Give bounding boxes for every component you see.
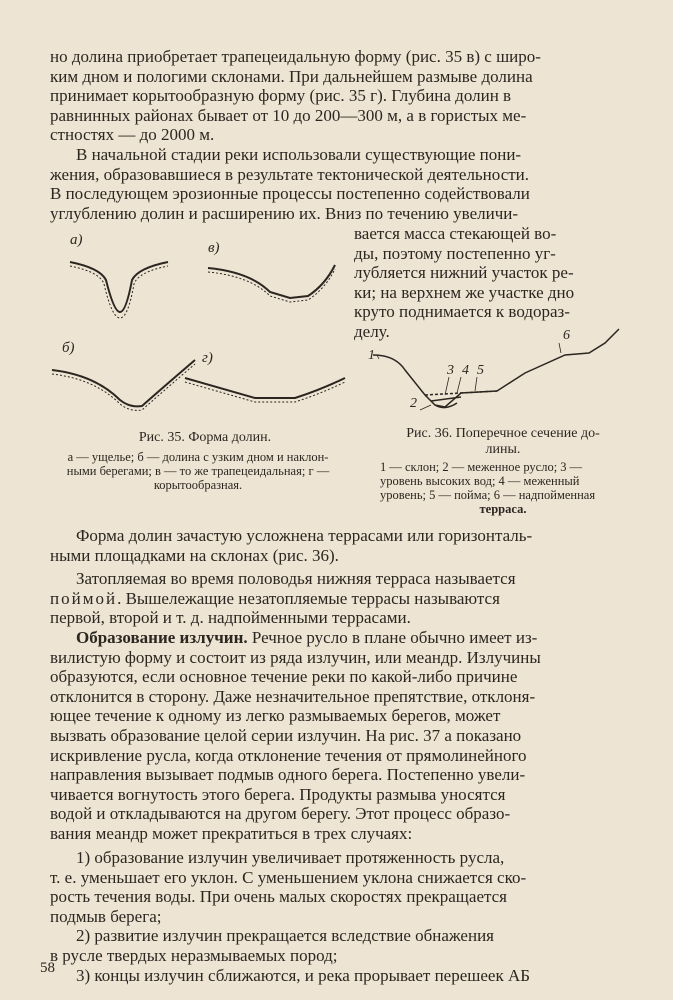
text-line: В начальной стадии реки использовали существующие пони- [76,145,522,164]
numbered-list [50,848,626,985]
flood-level-line [425,391,497,395]
caption-line: лины. [485,442,521,457]
legend-line: корытообразная. [153,478,243,492]
text-line: ды, поэтому постепенно уг- [354,243,556,263]
trough-valley-profile [185,378,345,398]
caption-line: Рис. 36. Поперечное сечение до- [406,426,600,441]
fig36-label-1: 1 [368,348,375,363]
fig35-label-v: в) [208,240,220,256]
paragraph-initial-stage [50,145,626,223]
text-line: ющее течение к одному из легко размываемых берегов, может [50,706,501,726]
text-line: вилистую форму и состоит из ряда излучин, или меандр. Излучины [50,647,541,667]
text-line: делу. [354,321,390,341]
legend-line: а — ущелье; б — долина с узким дном и наклон- [67,450,329,464]
text-line: ки; на верхнем же участке дно [354,282,575,302]
paragraph-valley-shapes [50,47,626,145]
legend-line: уровень высоких вод; 4 — меженный [380,474,580,488]
text-line: В последующем эрозионные процессы постепенно содействовали [50,184,530,204]
paragraph-meanders [50,628,626,844]
text-line: водой и откладываются на другом берегу. Этот процесс образо- [50,804,511,824]
fig35-legend [48,450,348,492]
text-line: углублению долин и расширению их. Вниз по течению увеличи- [50,203,519,223]
legend-line: уровень; 5 — пойма; 6 — надпойменная [380,488,596,502]
term-floodplain: поймой [50,588,118,608]
list-item-line: т. е. уменьшает его уклон. С уменьшением уклона снижается ско- [50,867,527,887]
list-item-line: 3) концы излучин сближаются, и река прорывает перешеек АБ [76,965,530,985]
fig36-label-5: 5 [477,363,484,378]
legend-line: 1 — склон; 2 — меженное русло; 3 — [380,460,583,474]
narrow-floor-valley-profile [52,360,195,406]
fig35-label-g: г) [202,350,213,366]
paragraph-wrap-right [354,224,626,342]
fig36-label-2: 2 [410,396,417,411]
text-line: вызвать образование целой серии излучин. На рис. 37 а показано [50,725,522,745]
list-item-line: в русле твердых неразмываемых пород; [50,945,338,965]
paragraph-terraces [50,526,626,565]
fig35-label-a: а) [70,232,83,248]
fig35-caption: Рис. 35. Форма долин. [138,430,272,445]
text-line: вается масса стекающей во- [354,224,557,243]
text-line [50,589,626,609]
text-line: лубляется нижний участок ре- [354,263,574,283]
fig36-label-4: 4 [462,363,469,378]
page-number: 58 [40,960,55,976]
fig36-caption [380,426,626,458]
text-line: стностях — до 2000 м. [50,125,215,145]
text-line [50,628,626,648]
text-line: Затопляемая во время половодья нижняя терраса называется [76,569,516,588]
list-item-line: подмыв берега; [50,906,162,926]
text-line: отклонится в сторону. Даже незначительное препятствие, отклоня- [50,686,536,706]
text-line: ными площадками на склонах (рис. 36). [50,545,339,565]
list-item-line: 2) развитие излучин прекращается вследствие обнажения [76,926,494,946]
fig35-diagrams [50,240,350,425]
section-heading: Образование излучин. [76,628,248,647]
text-line: круто поднимается к водораз- [354,302,570,322]
fig36-label-3: 3 [447,363,454,378]
legend-line: ными берегами; в — то же трапецеидальная; г — [66,464,330,478]
text-line: направления вызывает подмыв одного берега. Постепенно увели- [50,765,526,785]
text-fragment: . Вышележащие незатопляемые террасы называются [117,588,500,608]
list-item-line: рость течения воды. При очень малых скоростях прекращается [50,887,507,907]
text-line: ким дном и пологими склонами. При дальнейшем размыве долина [50,66,533,86]
paragraph-floodplain [50,569,626,628]
list-item-line: 1) образование излучин увеличивает протяженность русла, [76,848,505,867]
text-line: равнинных районах бывает от 10 до 200—300 м, а в гористых ме- [50,105,527,125]
text-line: жения, образовавшиеся в результате тектонической деятельности. [50,164,530,184]
legend-line: терраса. [479,502,527,516]
fig36-cross-section [365,325,625,425]
text-line: искривление русла, когда отклонение течения от прямолинейного [50,745,527,765]
text-line: вания меандр может прекратиться в трех случаях: [50,823,413,843]
text-line: образуются, если основное течение реки по какой-либо причине [50,667,518,687]
fig36-legend [380,460,626,516]
text-line: Форма долин зачастую усложнена террасами или горизонталь- [76,526,533,545]
trapezoid-valley-profile [208,265,335,298]
fig35-label-b: б) [62,340,75,356]
text-line: чивается вогнутость этого берега. Продукты размыва уносятся [50,784,506,804]
text-line: но долина приобретает трапецеидальную форму (рис. 35 в) с широ- [50,47,541,66]
text-fragment: Речное русло в плане обычно имеет из- [247,628,538,647]
fig36-label-6: 6 [563,328,570,343]
low-water-level-line [431,397,461,401]
text-line: первой, второй и т. д. надпойменными террасами. [50,608,411,628]
text-line: принимает корытообразную форму (рис. 35 г). Глубина долин в [50,86,512,106]
